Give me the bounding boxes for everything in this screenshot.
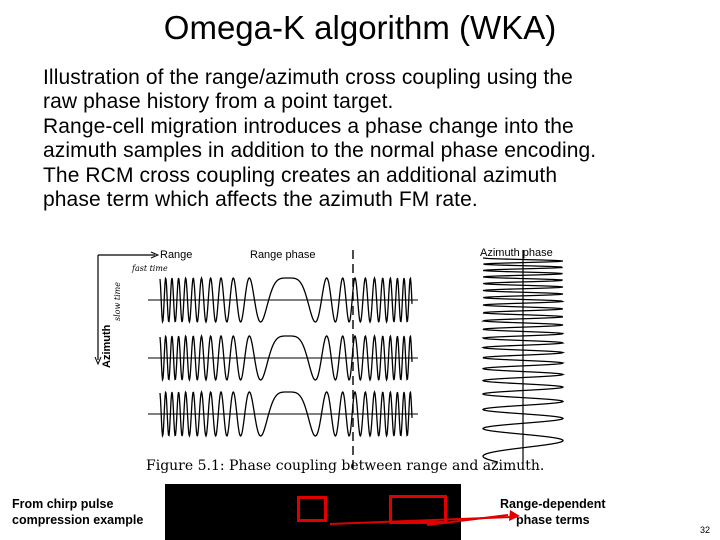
fast-time-label: fast time [132, 264, 168, 273]
highlight-arrows [0, 470, 720, 540]
range-dependent-note-line: phase terms [515, 513, 590, 527]
range-phase-label: Range phase [250, 249, 316, 261]
body-line: Illustration of the range/azimuth cross coupling using the [43, 66, 573, 89]
range-dependent-note-line: Range-dependent [500, 497, 606, 511]
azimuth-phase-panel [483, 250, 563, 464]
range-label: Range [160, 249, 193, 261]
phase-coupling-figure [0, 236, 720, 476]
page-number: 32 [700, 525, 711, 535]
azimuth-label: Azimuth [101, 324, 113, 368]
body-line: azimuth samples in addition to the normal phase encoding. [43, 139, 597, 163]
body-line: The RCM cross coupling creates an additional azimuth [43, 163, 558, 187]
body-line: raw phase history from a point target. [43, 90, 394, 114]
body-line: Range-cell migration introduces a phase change into the [43, 114, 574, 138]
slide-body [43, 66, 703, 212]
chirp-note-line: compression example [12, 513, 144, 527]
azimuth-phase-label: Azimuth phase [480, 247, 553, 259]
chirp-note-line: From chirp pulse [12, 497, 114, 511]
range-chirp-panel [148, 250, 418, 472]
range-dependent-note [500, 496, 606, 528]
slide-title: Omega-K algorithm (WKA) [163, 9, 557, 46]
body-line: phase term which affects the azimuth FM rate. [43, 188, 478, 212]
figure-caption: Figure 5.1: Phase coupling between range and azimuth. [146, 458, 545, 474]
slow-time-label: slow time [113, 282, 122, 321]
